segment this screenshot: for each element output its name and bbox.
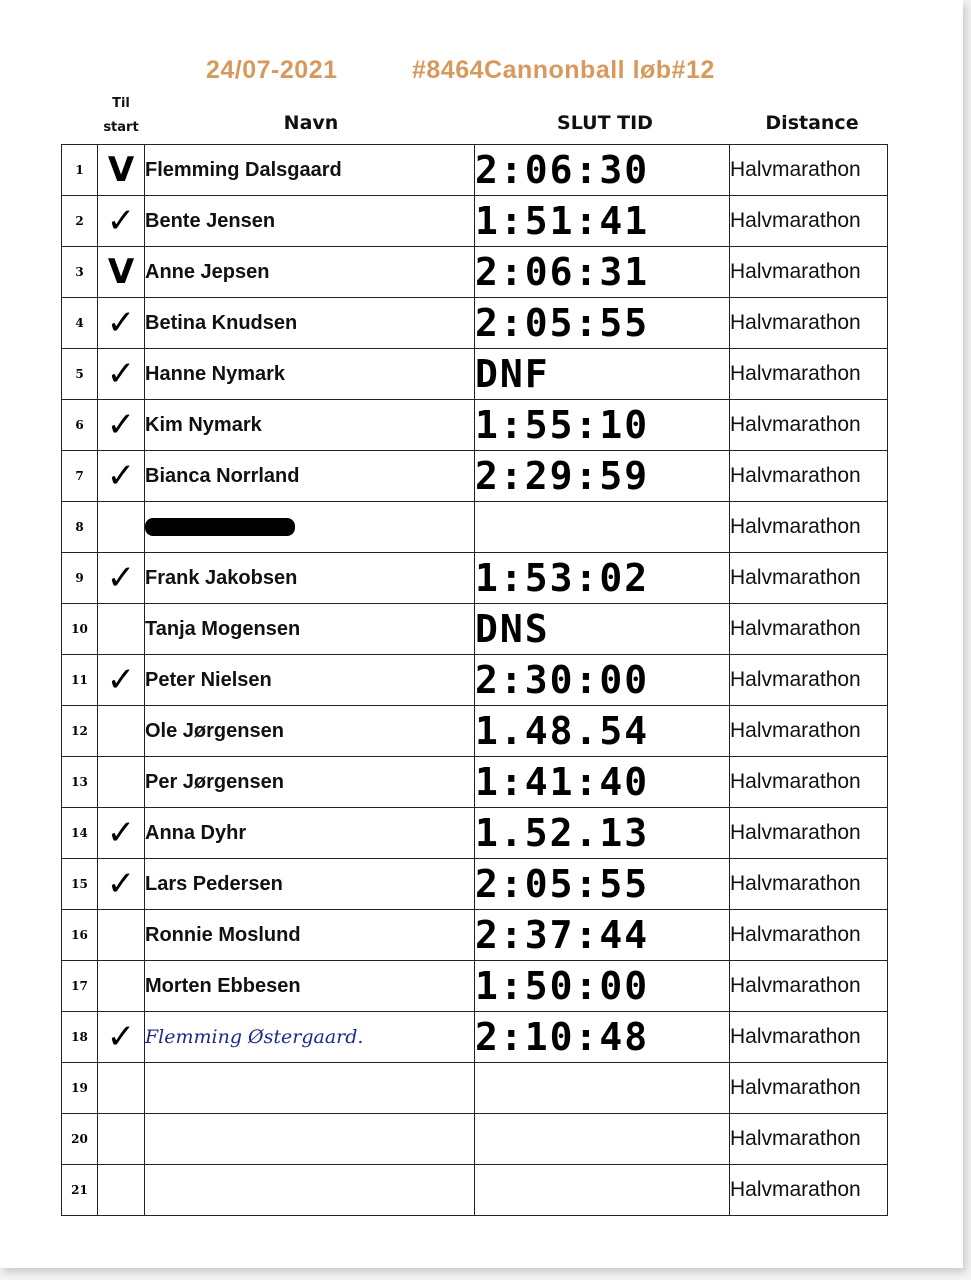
runner-name: Flemming Østergaard.	[145, 1012, 475, 1063]
start-check-mark: ✓	[98, 859, 145, 910]
finish-time	[475, 502, 730, 553]
finish-time: 1:53:02	[475, 553, 730, 604]
row-number: 11	[62, 655, 98, 706]
results-table	[61, 144, 888, 1216]
start-check-mark	[98, 961, 145, 1012]
race-distance: Halvmarathon	[730, 298, 888, 349]
runner-name: Morten Ebbesen	[145, 961, 475, 1012]
runner-name: Peter Nielsen	[145, 655, 475, 706]
runner-name: Betina Knudsen	[145, 298, 475, 349]
finish-time: 1:51:41	[475, 196, 730, 247]
start-check-mark: V	[98, 145, 145, 196]
race-distance: Halvmarathon	[730, 757, 888, 808]
runner-name: Bianca Norrland	[145, 451, 475, 502]
race-distance: Halvmarathon	[730, 859, 888, 910]
finish-time: 1.52.13	[475, 808, 730, 859]
finish-time: 2:10:48	[475, 1012, 730, 1063]
table-row	[62, 604, 888, 655]
table-row	[62, 247, 888, 298]
race-distance: Halvmarathon	[730, 247, 888, 298]
til-start-header-line1: Til	[112, 96, 130, 111]
race-distance: Halvmarathon	[730, 349, 888, 400]
row-number: 14	[62, 808, 98, 859]
row-number: 6	[62, 400, 98, 451]
table-row	[62, 655, 888, 706]
table-row	[62, 706, 888, 757]
row-number: 19	[62, 1063, 98, 1114]
table-row	[62, 145, 888, 196]
row-number: 17	[62, 961, 98, 1012]
name-header: Navn	[283, 112, 339, 134]
race-distance: Halvmarathon	[730, 451, 888, 502]
finish-time: DNF	[475, 349, 730, 400]
row-number: 7	[62, 451, 98, 502]
row-number: 10	[62, 604, 98, 655]
race-distance: Halvmarathon	[730, 1165, 888, 1216]
finish-time-header: SLUT TID	[557, 112, 653, 134]
runner-name: Anna Dyhr	[145, 808, 475, 859]
finish-time: DNS	[475, 604, 730, 655]
runner-name: Frank Jakobsen	[145, 553, 475, 604]
finish-time: 1:41:40	[475, 757, 730, 808]
table-row	[62, 349, 888, 400]
race-distance: Halvmarathon	[730, 961, 888, 1012]
table-row	[62, 961, 888, 1012]
runner-name	[145, 1114, 475, 1165]
runner-name: Flemming Dalsgaard	[145, 145, 475, 196]
row-number: 3	[62, 247, 98, 298]
race-distance: Halvmarathon	[730, 196, 888, 247]
start-check-mark	[98, 1114, 145, 1165]
table-row	[62, 910, 888, 961]
table-row	[62, 502, 888, 553]
start-check-mark	[98, 502, 145, 553]
table-row	[62, 808, 888, 859]
start-check-mark	[98, 1165, 145, 1216]
row-number: 20	[62, 1114, 98, 1165]
runner-name: Ole Jørgensen	[145, 706, 475, 757]
start-check-mark: ✓	[98, 349, 145, 400]
til-start-header	[98, 92, 144, 140]
event-name: #8464Cannonball løb#12	[412, 56, 715, 84]
start-check-mark: ✓	[98, 400, 145, 451]
race-date: 24/07-2021	[206, 56, 338, 84]
start-check-mark: ✓	[98, 808, 145, 859]
start-check-mark: ✓	[98, 196, 145, 247]
row-number: 13	[62, 757, 98, 808]
runner-name: Tanja Mogensen	[145, 604, 475, 655]
finish-time: 2:29:59	[475, 451, 730, 502]
row-number: 4	[62, 298, 98, 349]
start-check-mark: ✓	[98, 298, 145, 349]
table-row	[62, 451, 888, 502]
start-check-mark	[98, 706, 145, 757]
start-check-mark: ✓	[98, 553, 145, 604]
finish-time	[475, 1165, 730, 1216]
row-number: 1	[62, 145, 98, 196]
redacted-name-bar	[145, 518, 295, 536]
start-check-mark: ✓	[98, 1012, 145, 1063]
til-start-header-line2: start	[103, 120, 139, 135]
table-row	[62, 757, 888, 808]
table-row	[62, 1165, 888, 1216]
finish-time: 2:06:31	[475, 247, 730, 298]
table-row	[62, 553, 888, 604]
row-number: 12	[62, 706, 98, 757]
sheet-title	[0, 54, 963, 90]
runner-name	[145, 1165, 475, 1216]
row-number: 21	[62, 1165, 98, 1216]
row-number: 8	[62, 502, 98, 553]
distance-header: Distance	[765, 112, 859, 134]
race-distance: Halvmarathon	[730, 145, 888, 196]
table-row	[62, 1063, 888, 1114]
race-distance: Halvmarathon	[730, 553, 888, 604]
finish-time: 1.48.54	[475, 706, 730, 757]
row-number: 9	[62, 553, 98, 604]
finish-time: 2:37:44	[475, 910, 730, 961]
start-check-mark	[98, 910, 145, 961]
race-distance: Halvmarathon	[730, 604, 888, 655]
finish-time	[475, 1114, 730, 1165]
runner-name: Anne Jepsen	[145, 247, 475, 298]
race-distance: Halvmarathon	[730, 1114, 888, 1165]
start-check-mark: ✓	[98, 451, 145, 502]
race-distance: Halvmarathon	[730, 1012, 888, 1063]
start-check-mark: V	[98, 247, 145, 298]
row-number: 5	[62, 349, 98, 400]
finish-time: 1:50:00	[475, 961, 730, 1012]
finish-time	[475, 1063, 730, 1114]
finish-time: 2:05:55	[475, 859, 730, 910]
race-distance: Halvmarathon	[730, 910, 888, 961]
start-check-mark	[98, 604, 145, 655]
row-number: 15	[62, 859, 98, 910]
finish-time: 1:55:10	[475, 400, 730, 451]
finish-time: 2:06:30	[475, 145, 730, 196]
start-check-mark	[98, 757, 145, 808]
race-distance: Halvmarathon	[730, 502, 888, 553]
runner-name: Ronnie Moslund	[145, 910, 475, 961]
row-number: 2	[62, 196, 98, 247]
race-distance: Halvmarathon	[730, 706, 888, 757]
table-row	[62, 1012, 888, 1063]
start-check-mark: ✓	[98, 655, 145, 706]
table-row	[62, 298, 888, 349]
row-number: 16	[62, 910, 98, 961]
table-row	[62, 1114, 888, 1165]
finish-time: 2:30:00	[475, 655, 730, 706]
race-distance: Halvmarathon	[730, 808, 888, 859]
finish-time: 2:05:55	[475, 298, 730, 349]
race-distance: Halvmarathon	[730, 1063, 888, 1114]
race-distance: Halvmarathon	[730, 400, 888, 451]
table-row	[62, 196, 888, 247]
runner-name: Kim Nymark	[145, 400, 475, 451]
table-row	[62, 859, 888, 910]
results-table-body	[62, 145, 888, 1216]
runner-name	[145, 1063, 475, 1114]
runner-name: Lars Pedersen	[145, 859, 475, 910]
runner-name: Per Jørgensen	[145, 757, 475, 808]
table-row	[62, 400, 888, 451]
runner-name: Bente Jensen	[145, 196, 475, 247]
row-number: 18	[62, 1012, 98, 1063]
race-distance: Halvmarathon	[730, 655, 888, 706]
runner-name: Hanne Nymark	[145, 349, 475, 400]
runner-name	[145, 502, 475, 553]
start-check-mark	[98, 1063, 145, 1114]
